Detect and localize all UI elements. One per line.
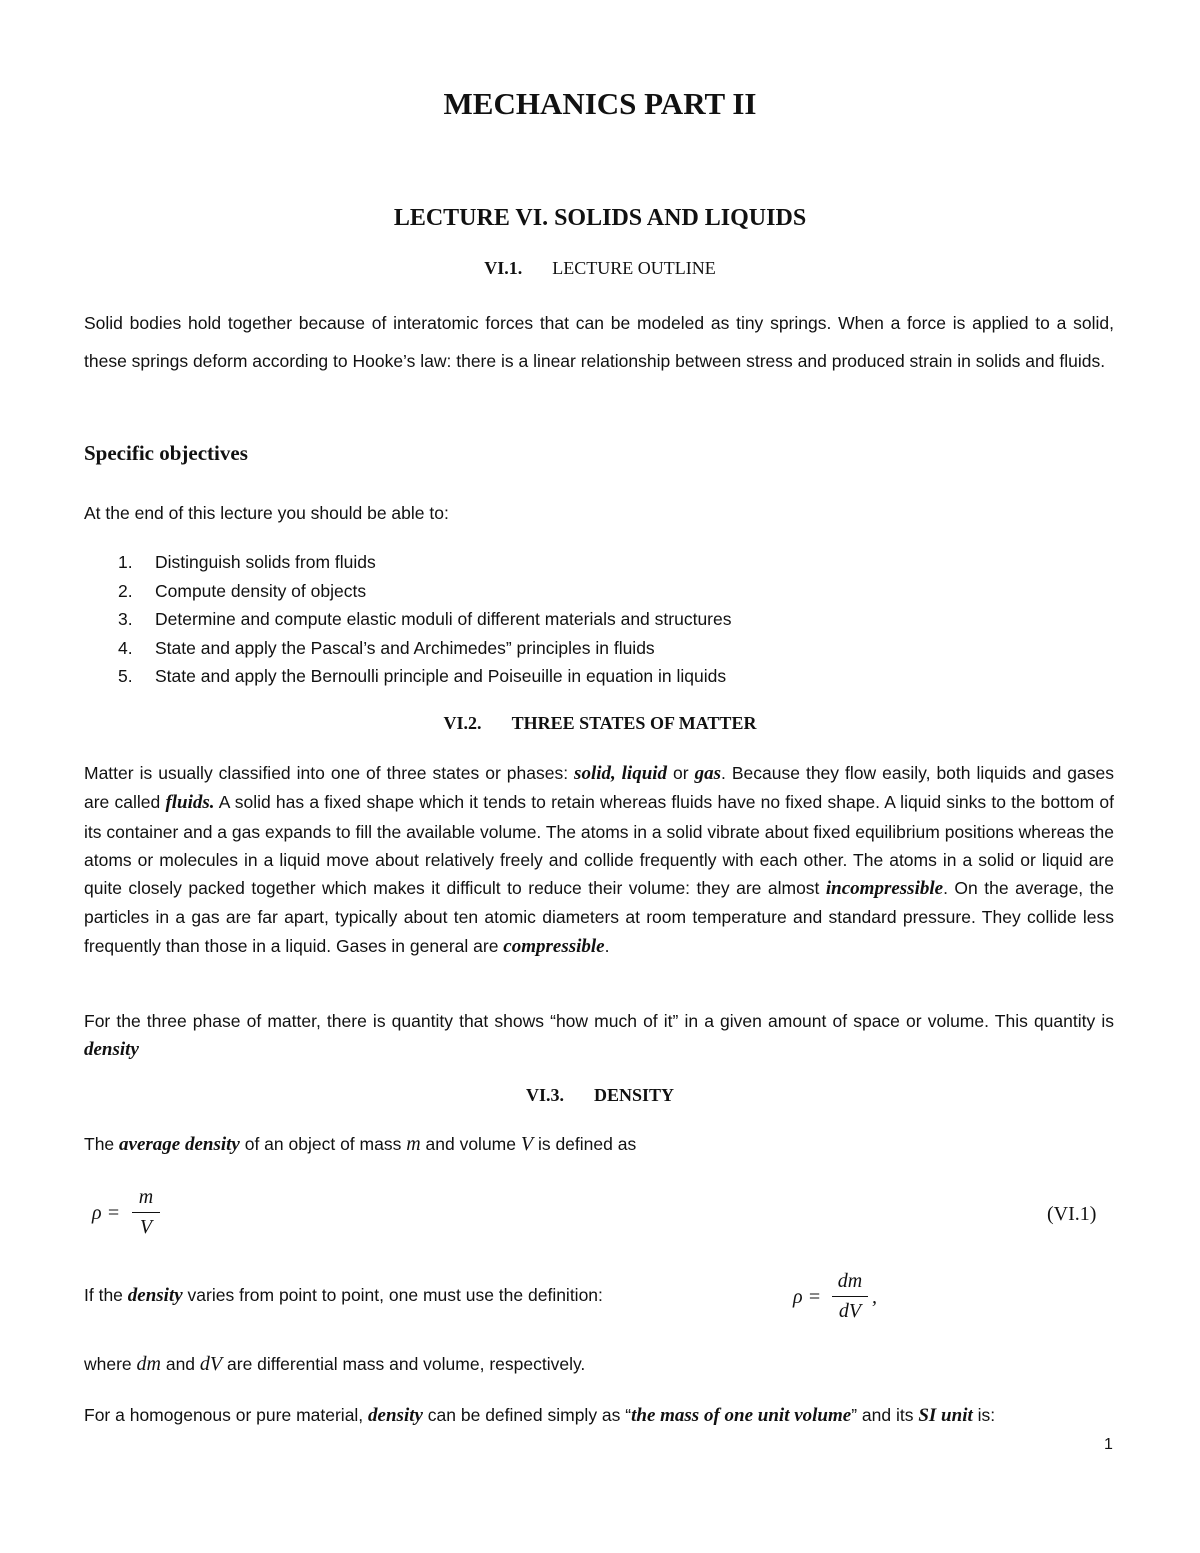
emphasis: density — [368, 1405, 423, 1426]
emphasis: incompressible — [825, 878, 944, 900]
section-number: VI.1. — [484, 258, 523, 278]
emphasis: density — [127, 1285, 183, 1306]
document-title: MECHANICS PART II — [443, 86, 757, 121]
objectives-heading: Specific objectives — [84, 441, 248, 465]
states-paragraph: Matter is usually classified into one of three states or phases: solid, liquid or gas. Because they flow easily, both liquids and gases are called fluids. A solid has a fixed shape which it tends to retain whereas fluids have no fixed shape. A liquid sinks to the bottom of its container and a gas expands to fill the available volume. The atoms in a solid vibrate about fixed equilibrium positions whereas the atoms or molecules in a liquid move about relatively freely and collide frequently with each other. The atoms in a solid or liquid are quite closely packed together which makes it difficult to reduce their volume: they are almost incompressible. On the average, the particles in a gas are far apart, typically about ten atomic diameters at room temperature and standard pressure. They collide less frequently than those in a liquid. Gases in general are compressible. — [84, 763, 1114, 957]
section-heading-outline — [0, 258, 1200, 279]
math-variable: dm — [136, 1353, 161, 1375]
denominator: V — [139, 1216, 153, 1238]
lecture-title: LECTURE VI. SOLIDS AND LIQUIDS — [393, 205, 807, 231]
list-item: 3. Determine and compute elastic moduli of different materials and structures — [118, 609, 732, 629]
emphasis: solid, liquid — [574, 763, 668, 784]
objectives-list — [118, 548, 731, 691]
numerator: m — [138, 1186, 154, 1208]
emphasis: SI unit — [918, 1405, 973, 1426]
list-item: 1. Distinguish solids from fluids — [118, 552, 376, 572]
emphasis: the mass of one unit volume — [631, 1405, 852, 1426]
emphasis: gas — [694, 763, 722, 784]
equation-1-fraction — [132, 1186, 160, 1239]
homogenous-line: For a homogenous or pure material, density can be defined simply as “the mass of one unit volume” and its SI unit is: — [84, 1405, 996, 1426]
section-title: LECTURE OUTLINE — [552, 258, 716, 278]
math-variable: m — [406, 1133, 421, 1155]
section-heading-density — [0, 1085, 1200, 1106]
equation-2-comma: , — [872, 1286, 877, 1308]
equation-2-fraction — [832, 1270, 868, 1323]
emphasis: average density — [119, 1134, 240, 1155]
section-title: DENSITY — [593, 1085, 675, 1105]
objectives-intro: At the end of this lecture you should be able to: — [84, 503, 449, 523]
equation-1-lhs: ρ = — [92, 1202, 121, 1224]
fraction-bar — [832, 1296, 868, 1297]
list-item: 5. State and apply the Bernoulli principle and Poiseuille in equation in liquids — [118, 666, 727, 686]
phase-paragraph: For the three phase of matter, there is quantity that shows “how much of it” in a given amount of space or volume. This quantity is density — [84, 1011, 1114, 1061]
list-item: 2. Compute density of objects — [118, 580, 367, 601]
emphasis: density — [84, 1039, 139, 1061]
density-definition: The average density of an object of mass m and volume V is defined as — [84, 1133, 637, 1155]
emphasis: fluids. — [165, 792, 215, 814]
numerator: dm — [837, 1270, 863, 1292]
where-line: where dm and dV are differential mass and volume, respectively. — [84, 1353, 586, 1375]
fraction-bar — [132, 1212, 160, 1213]
denominator: dV — [838, 1300, 862, 1322]
math-variable: dV — [199, 1353, 223, 1375]
list-item: 4. State and apply the Pascal’s and Archimedes” principles in fluids — [118, 637, 655, 658]
section-title: THREE STATES OF MATTER — [511, 713, 757, 733]
variable-density-text: If the density varies from point to point, one must use the definition: — [84, 1285, 603, 1306]
section-number: VI.2. — [443, 713, 482, 733]
section-number: VI.3. — [525, 1085, 564, 1105]
page-number: 1 — [1104, 1436, 1113, 1453]
emphasis: compressible — [503, 935, 605, 957]
section-heading-states — [0, 713, 1200, 734]
equation-2-lhs: ρ = — [793, 1286, 822, 1308]
math-variable: V — [520, 1133, 534, 1155]
outline-paragraph: Solid bodies hold together because of interatomic forces that can be modeled as tiny springs. When a force is applied to a solid, these springs deform according to Hooke’s law: there is a linear relationship between stress and produced strain in solids and fluids. — [84, 313, 1114, 371]
equation-1-label: (VI.1) — [1047, 1203, 1097, 1225]
